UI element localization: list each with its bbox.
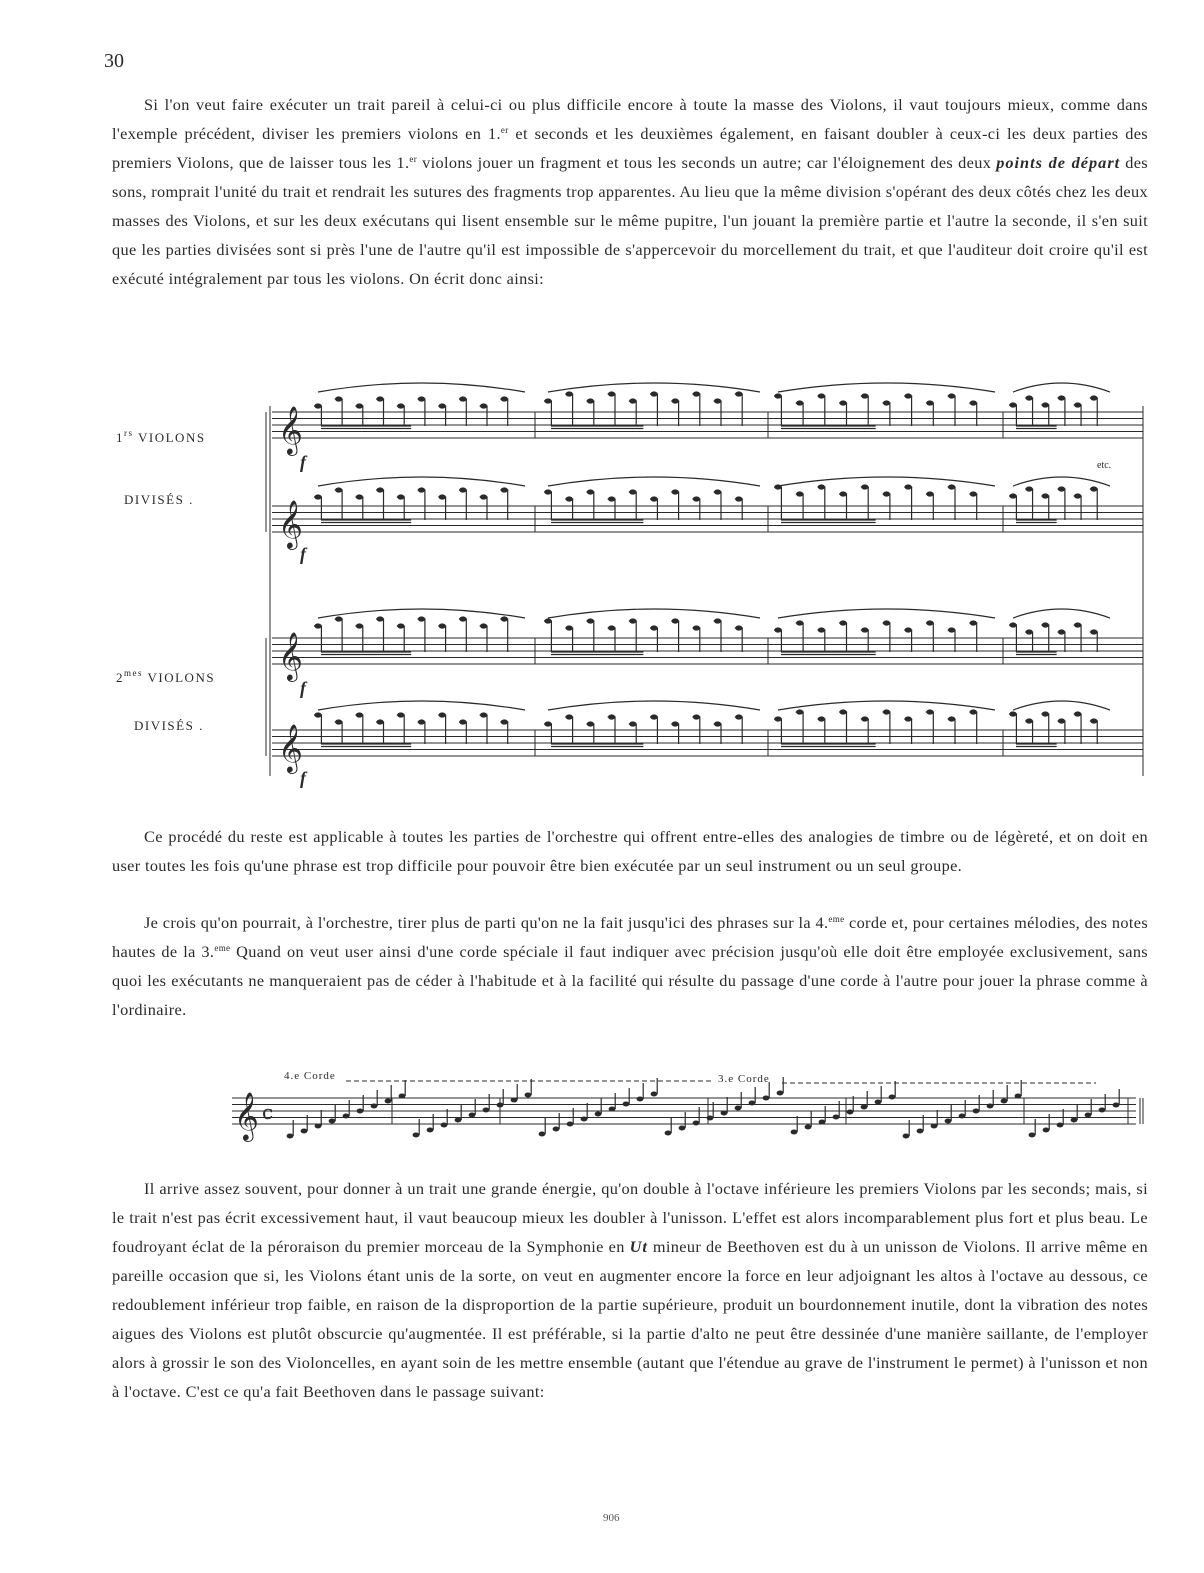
notehead — [1085, 1113, 1092, 1118]
notehead — [371, 1104, 378, 1109]
slur — [318, 477, 525, 486]
notehead — [553, 1127, 560, 1132]
slur — [778, 609, 995, 618]
notehead — [399, 1094, 406, 1099]
notehead — [469, 1113, 476, 1118]
notehead — [665, 1131, 672, 1136]
page-number: 30 — [104, 50, 124, 72]
notehead — [721, 1111, 728, 1116]
notehead — [483, 1108, 490, 1113]
notehead — [287, 1134, 294, 1139]
dynamic-f-4: f — [300, 768, 306, 788]
notehead — [973, 1109, 980, 1114]
notehead — [511, 1098, 518, 1103]
notehead — [847, 1110, 854, 1115]
notehead — [441, 1123, 448, 1128]
notehead — [917, 1129, 924, 1134]
etc-mark: etc. — [1097, 460, 1112, 471]
notehead — [651, 1092, 658, 1097]
slur — [1013, 477, 1110, 486]
notehead — [623, 1102, 630, 1107]
notehead — [525, 1093, 532, 1098]
treble-clef-icon: 𝄞 — [278, 499, 303, 548]
notehead — [805, 1125, 812, 1130]
common-time-icon: c — [262, 1100, 274, 1124]
notehead — [315, 1124, 322, 1129]
label-first-violins: $1^{rs}$ VIOLONS — [116, 428, 206, 445]
emphasis-text-ut: Ut — [629, 1237, 648, 1256]
notehead — [749, 1101, 756, 1106]
notehead — [679, 1126, 686, 1131]
notehead — [959, 1114, 966, 1119]
notehead — [707, 1116, 714, 1121]
notehead — [385, 1099, 392, 1104]
notehead — [1029, 1133, 1036, 1138]
slur — [548, 383, 760, 392]
notehead — [413, 1133, 420, 1138]
paragraph-1: Si l'on veut faire exécuter un trait pareil à celui-ci ou plus difficile encore à toute la masse des Violons, il vaut toujours mieux, comme dans l'exemple précédent, diviser les premiers violons en 1.$^{er}$ et seconds et les deuxièmes également, en faisant doubler à ceux-ci les deux parties des premiers Violons, que de laisser tous les 1.$^{er}$ violons jouer un fragment et tous les seconds un autre; car l'éloignement des deux points de départ des sons, romprait l'unité du trait et rendrait les sutures des fragments trop apparentes. Au lieu que la même division s'opérant des deux côtés chez les deux masses des Violons, et sur les deux exécutans qui lisent ensemble sur le même pupitre, l'un jouant la première partie et l'autre la seconde, il s'en suit que les parties divisées sont si près l'une de l'autre qu'il est impossible de s'appercevoir du morcellement du trait, et que l'auditeur doit croire qu'il est exécuté intégralement par tous les violons. On écrit donc ainsi: — [112, 95, 1148, 288]
notehead — [427, 1128, 434, 1133]
label-second-divises: DIVISÉS . — [134, 718, 204, 733]
notehead — [1001, 1099, 1008, 1104]
paragraph-4: Il arrive assez souvent, pour donner à un trait une grande énergie, qu'on double à l'octave inférieure les premiers Violons par les seconds; mais, si le trait n'est pas écrit excessivement haut, il vaut beaucoup mieux les doubler à l'unisson. L'effet est alors incomparablement plus fort et plus beau. Le foudroyant éclat de la péroraison du premier morceau de la Symphonie en Ut mineur de Beethoven est du à un unisson de Violons. Il arrive même en pareille occasion que si, les Violons étant unis de la sorte, on veut en augmenter encore la force en leur adjoignant les altos à l'octave au dessous, ce redoublement inférieur trop faible, en raison de la disproportion de la partie supérieure, produit un bourdonnement inutile, dont la vibration des notes aigues des Violons est plutôt obscurcie qu'augmentée. Il est préférable, si la partie d'alto ne peut être dessinée d'une manière saillante, de l'employer alors à grossir le son des Violoncelles, en ayant soin de les mettre ensemble (autant que l'étendue au grave de l'instrument le permet) à l'unisson et non à l'octave. C'est ce qu'a fait Beethoven dans le passage suivant: — [112, 1179, 1148, 1401]
slur — [548, 701, 760, 710]
corde-4-label: 4.e Corde — [284, 1070, 336, 1082]
notehead — [1015, 1094, 1022, 1099]
notehead — [1043, 1128, 1050, 1133]
notehead — [791, 1130, 798, 1135]
slur — [778, 383, 995, 392]
notehead — [945, 1119, 952, 1124]
notehead — [777, 1091, 784, 1096]
notehead — [637, 1097, 644, 1102]
treble-clef-icon: 𝄞 — [278, 405, 303, 454]
paragraph-3: Je crois qu'on pourrait, à l'orchestre, tirer plus de parti qu'on ne la fait jusqu'ici des phrases sur la 4.$^{eme}$ corde et, pour certaines mélodies, des notes hautes de la 3.$^{eme}$ Quand on veut user ainsi d'une corde spéciale il faut indiquer avec précision jusqu'où elle doit être employée exclusivement, sans quoi les exécutants ne manqueraient pas de céder à l'habitude et à la facilité qui résulte du passage d'une corde à l'autre pour jouer la phrase comme à l'ordinaire. — [112, 913, 1149, 1019]
dynamic-f-2: f — [300, 544, 306, 564]
notehead — [861, 1105, 868, 1110]
emphasis-text: points de départ — [996, 153, 1121, 172]
slur — [548, 609, 760, 618]
notehead — [1099, 1108, 1106, 1113]
slur — [778, 701, 995, 710]
slur — [318, 701, 525, 710]
corde-3-label: 3.e Corde — [718, 1073, 770, 1085]
slur — [1013, 609, 1110, 618]
notehead — [987, 1104, 994, 1109]
notehead — [1071, 1118, 1078, 1123]
slur — [1013, 701, 1110, 710]
notehead — [889, 1095, 896, 1100]
notehead — [595, 1112, 602, 1117]
slur — [548, 477, 760, 486]
notehead — [581, 1117, 588, 1122]
notehead — [931, 1124, 938, 1129]
notehead — [763, 1096, 770, 1101]
label-first-divises: DIVISÉS . — [124, 492, 194, 507]
footer-plate-number: 906 — [603, 1512, 620, 1524]
dynamic-f-1: f — [300, 452, 306, 472]
notehead — [357, 1109, 364, 1114]
slur — [778, 477, 995, 486]
treble-clef-icon: 𝄞 — [234, 1091, 259, 1140]
notehead — [329, 1119, 336, 1124]
notehead — [567, 1122, 574, 1127]
notehead — [819, 1120, 826, 1125]
notehead — [343, 1114, 350, 1119]
notehead — [693, 1121, 700, 1126]
treble-clef-icon: 𝄞 — [278, 723, 303, 772]
treble-clef-icon: 𝄞 — [278, 631, 303, 680]
slur — [318, 383, 525, 392]
notehead — [1057, 1123, 1064, 1128]
notehead — [735, 1106, 742, 1111]
label-second-violins: $2^{mes}$ VIOLONS — [116, 668, 216, 685]
notehead — [903, 1134, 910, 1139]
dynamic-f-3: f — [300, 678, 306, 698]
notehead — [497, 1103, 504, 1108]
notehead — [455, 1118, 462, 1123]
notehead — [875, 1100, 882, 1105]
notehead — [539, 1132, 546, 1137]
paragraph-2: Ce procédé du reste est applicable à toutes les parties de l'orchestre qui offrent entre-elles des analogies de timbre ou de légèreté, et on doit en user toutes les fois qu'une phrase est trop difficile pour pouvoir être bien exécutée par un seul instrument ou un seul groupe. — [112, 827, 1148, 875]
slur — [1013, 383, 1110, 392]
notehead — [1113, 1103, 1120, 1108]
notehead — [833, 1115, 840, 1120]
notehead — [609, 1107, 616, 1112]
notehead — [301, 1129, 308, 1134]
